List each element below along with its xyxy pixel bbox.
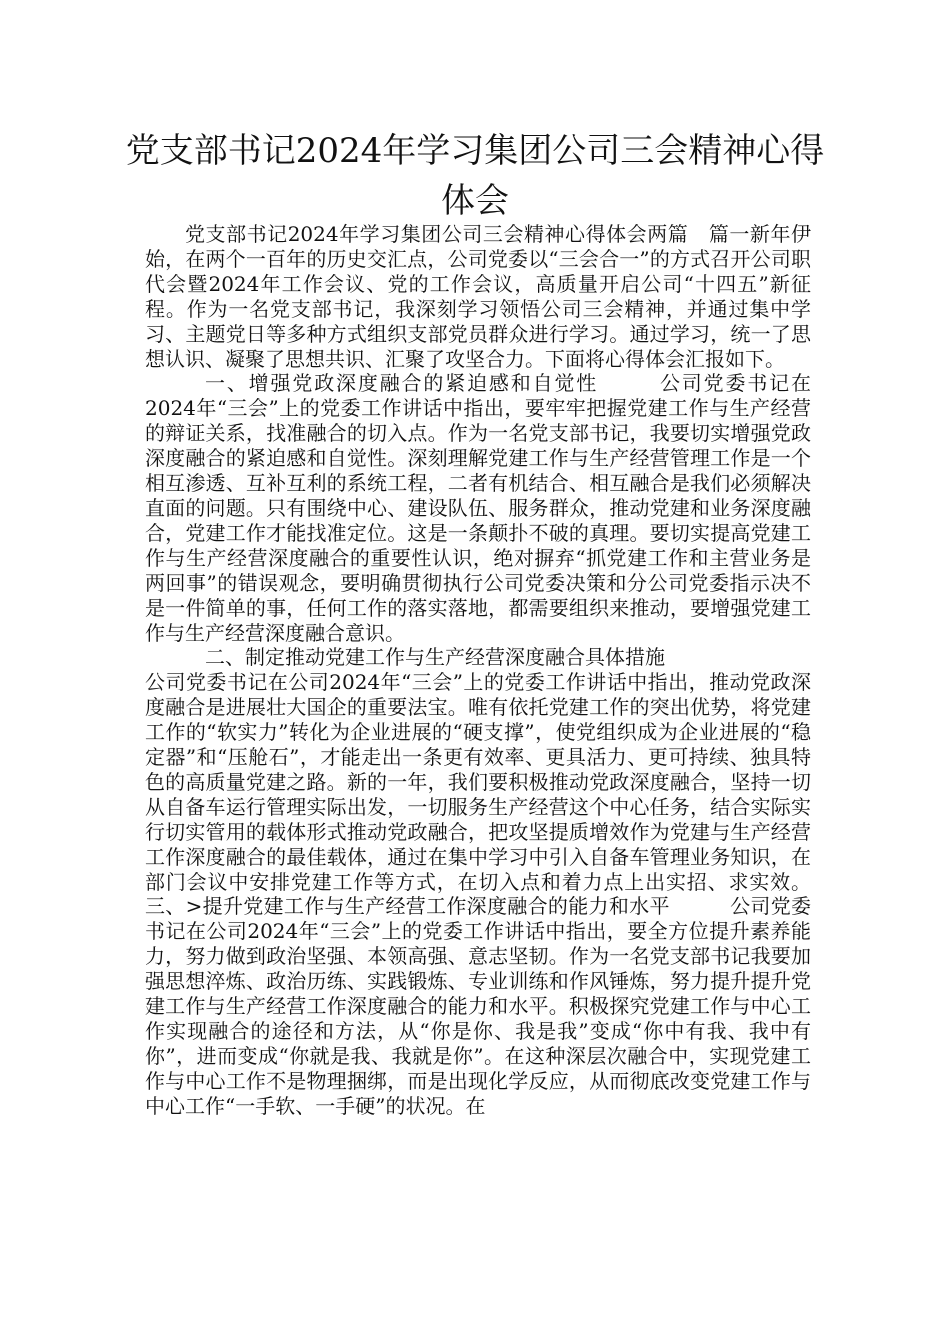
section-1-paragraph xyxy=(145,371,811,645)
section-1-text: 公司党委书记在2024年“三会”上的党委工作讲话中指出，要牢牢把握党建工作与生产经营的辩证关系，找准融合的切入点。作为一名党支部书记，我要切实增强党政深度融合的紧迫感和自觉性。深刻理解党建工作与生产经营管理工作是一个相互渗透、互补互利的系统工程，二者有机结合、相互融合是我们必须解决直面的问题。只有围绕中心、建设队伍、服务群众，推动党建和业务深度融合，党建工作才能找准定位。这是一条颠扑不破的真理。要切实提高党建工作与生产经营深度融合的重要性认识，绝对摒弃“抓党建工作和主营业务是两回事”的错误观念，要明确贯彻执行公司党委决策和分公司党委指示决不是一件简单的事，任何工作的落实落地，都需要组织来推动，要增强党建工作与生产经营深度融合意识。 xyxy=(145,371,812,645)
section-3-text: 公司党委书记在公司2024年“三会”上的党委工作讲话中指出，要全方位提升素养能力，努力做到政治坚强、本领高强、意志坚韧。作为一名党支部书记我要加强思想淬炼、政治历练、实践锻炼、专业训练和作风锤炼，努力提升提升党建工作与生产经营工作深度融合的能力和水平。积极探究党建工作与中心工作实现融合的途径和方法，从“你是你、我是我”变成“你中有我、我中有你”，进而变成“你就是我、我就是你”。在这种深层次融合中，实现党建工作与中心工作不是物理捆绑，而是出现化学反应，从而彻底改变党建工作与中心工作“一手软、一手硬”的状况。在 xyxy=(145,894,811,1118)
section-1-heading: 一、增强党政深度融合的紧迫感和自觉性 xyxy=(205,371,599,396)
section-2-paragraph xyxy=(145,670,811,1118)
document-title: 党支部书记2024年学习集团公司三会精神心得体会 xyxy=(125,131,825,221)
section-3-heading: 三、>提升党建工作与生产经营工作深度融合的能力和水平 xyxy=(145,894,670,919)
intro-paragraph: 党支部书记2024年学习集团公司三会精神心得体会两篇 篇一新年伊始，在两个一百年的历史交汇点，公司党委以“三会合一”的方式召开公司职代会暨2024年工作会议、党的工作会议，高质量开启公司“十四五”新征程。作为一名党支部书记，我深刻学习领悟公司三会精神，并通过集中学习、主题党日等多种方式组织支部党员群众进行学习。通过学习，统一了思想认识、凝聚了思想共识、汇聚了攻坚合力。下面将心得体会汇报如下。 xyxy=(145,222,811,371)
section-2-text: 公司党委书记在公司2024年“三会”上的党委工作讲话中指出，推动党政深度融合是进展壮大国企的重要法宝。唯有依托党建工作的突出优势，将党建工作的“软实力”转化为企业进展的“硬支撑”，使党组织成为企业进展的“稳定器”和“压舱石”，才能走出一条更有效率、更具活力、更可持续、独具特色的高质量党建之路。新的一年，我们要积极推动党政深度融合，坚持一切从自备车运行管理实际出发，一切服务生产经营这个中心任务，结合实际实行切实管用的载体形式推动党政融合，把攻坚提质增效作为党建与生产经营工作深度融合的最佳载体，通过在集中学习中引入自备车管理业务知识，在部门会议中安排党建工作等方式，在切入点和着力点上出实招、求实效。 xyxy=(145,670,811,894)
document-body xyxy=(145,222,811,1119)
section-2-heading: 二、制定推动党建工作与生产经营深度融合具体措施 xyxy=(205,645,665,670)
